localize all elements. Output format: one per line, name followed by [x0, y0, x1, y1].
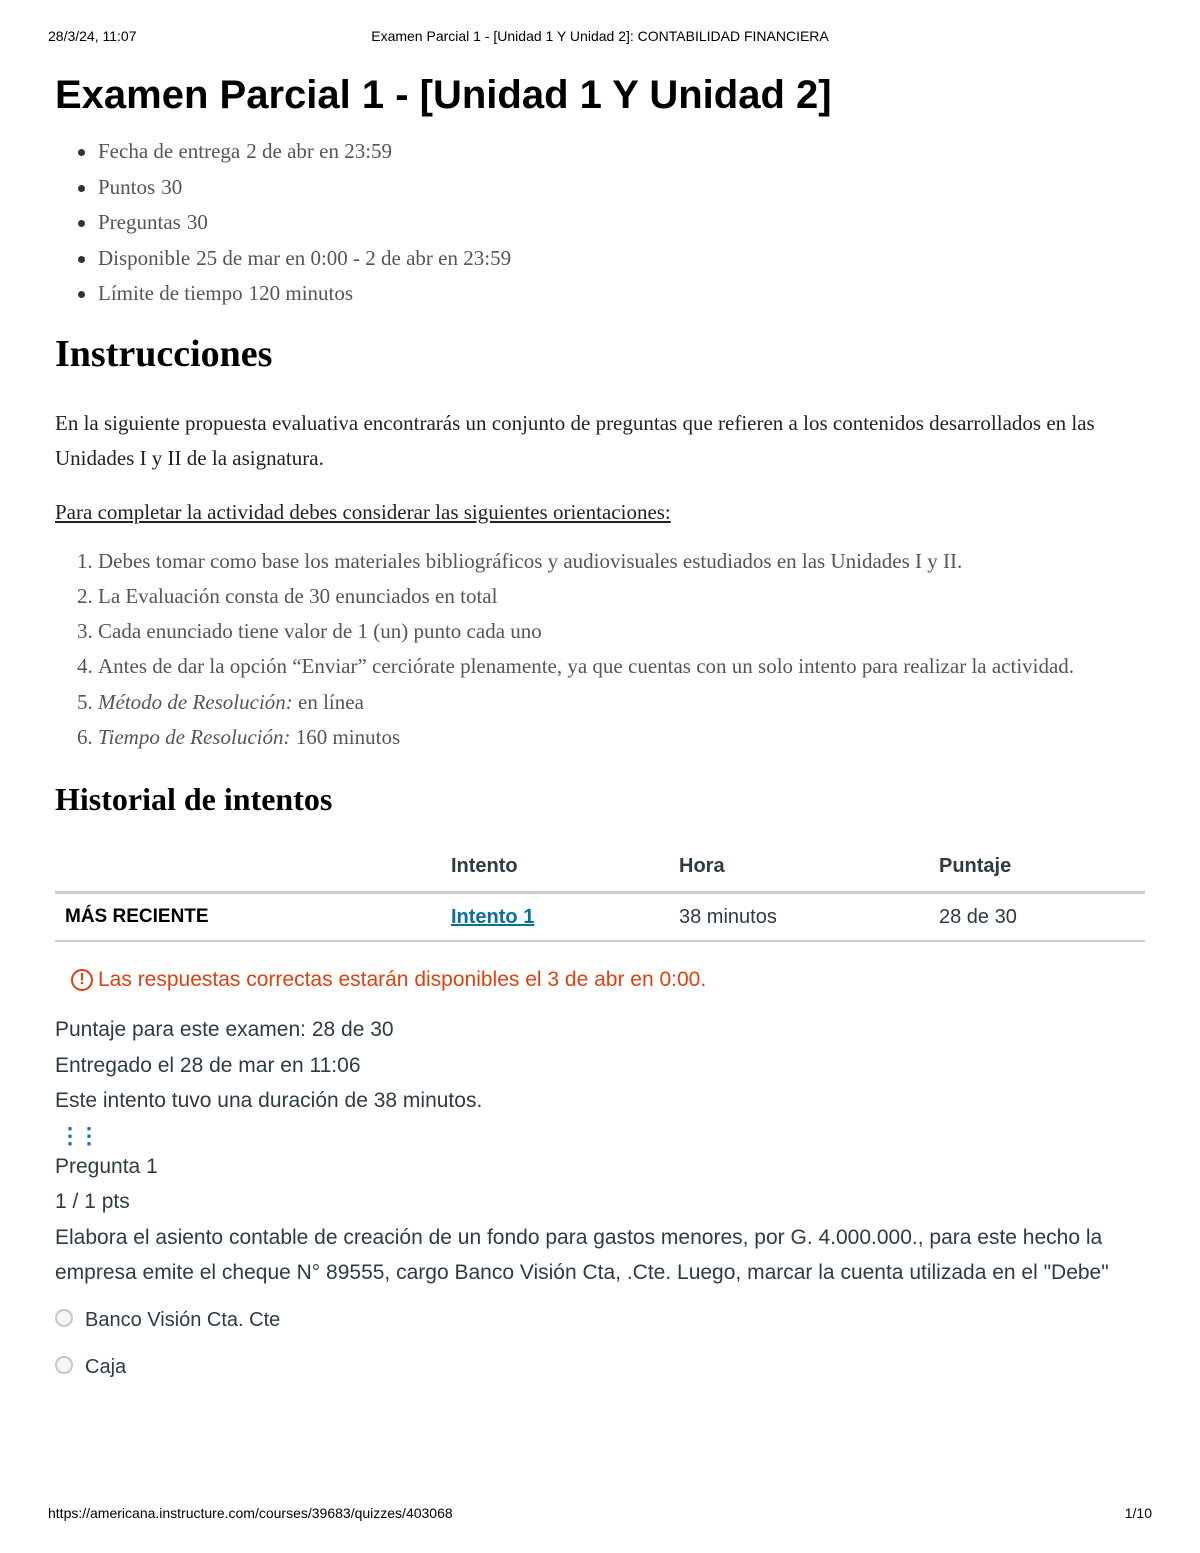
answer-option[interactable]	[55, 1297, 1145, 1344]
quiz-title: Examen Parcial 1 - [Unidad 1 Y Unidad 2]	[55, 73, 832, 117]
radio-button[interactable]	[55, 1356, 73, 1374]
print-doc-title: Examen Parcial 1 - [Unidad 1 Y Unidad 2]: CONTABILIDAD FINANCIERA	[371, 28, 829, 44]
step-item: 2. La Evaluación consta de 30 enunciados en total	[98, 579, 1145, 614]
question-1	[55, 1149, 1145, 1291]
detail-points	[98, 170, 1145, 206]
drag-handle-icon[interactable]: ⋮⋮	[59, 1122, 97, 1148]
instructions-paragraph: En la siguiente propuesta evaluativa encontrarás un conjunto de preguntas que refieren a los contenidos desarrollados en las Unidades I y II de la asignatura.	[55, 410, 1095, 470]
quiz-details	[55, 134, 1145, 312]
step-item: 3. Cada enunciado tiene valor de 1 (un) punto cada uno	[98, 614, 1145, 649]
orientations-title: Para completar la actividad debes considerar las siguientes orientaciones:	[55, 499, 671, 524]
score-cell: 28 de 30	[929, 893, 1145, 942]
step-item	[98, 685, 1145, 720]
table-row	[55, 893, 1145, 942]
column-header-attempt: Intento	[441, 841, 669, 893]
notice-text: Las respuestas correctas estarán disponibles el 3 de abr en 0:00.	[98, 968, 707, 992]
page-number: 1/10	[1124, 1505, 1152, 1521]
question-points: 1 / 1 pts	[55, 1190, 130, 1214]
instruction-steps	[55, 544, 1145, 756]
detail-label: Preguntas	[98, 210, 181, 234]
column-header-time: Hora	[669, 841, 929, 893]
step-item: 4. Antes de dar la opción “Enviar” cerciórate plenamente, ya que cuentas con un solo intento para realizar la actividad.	[98, 649, 1145, 684]
answer-label: Caja	[85, 1355, 127, 1378]
detail-value: 30	[186, 210, 208, 234]
warning-circle-icon: !	[71, 969, 93, 991]
detail-label: Límite de tiempo	[98, 281, 243, 305]
main-content	[55, 72, 1145, 1391]
step-emphasis: Tiempo de Resolución:	[98, 724, 291, 749]
instructions-heading: Instrucciones	[55, 332, 273, 375]
detail-value: 120 minutos	[248, 281, 354, 305]
answer-label: Banco Visión Cta. Cte	[85, 1308, 281, 1331]
step-emphasis: Método de Resolución:	[98, 689, 293, 714]
step-item: 1. Debes tomar como base los materiales bibliográficos y audiovisuales estudiados en las Unidades I y II.	[98, 544, 1145, 579]
step-text: en línea	[292, 689, 364, 714]
question-title: Pregunta 1	[55, 1154, 158, 1178]
detail-value: 2 de abr en 23:59	[246, 139, 393, 163]
print-datetime: 28/3/24, 11:07	[48, 28, 137, 44]
detail-due-date	[98, 134, 1145, 170]
detail-available	[98, 241, 1145, 277]
duration-line: Este intento tuvo una duración de 38 minutos.	[55, 1089, 483, 1113]
radio-button[interactable]	[55, 1309, 73, 1327]
answer-option[interactable]	[55, 1344, 1145, 1391]
column-header-score: Puntaje	[929, 841, 1145, 893]
detail-label: Disponible	[98, 245, 191, 270]
print-footer	[48, 1505, 1152, 1525]
detail-questions	[98, 205, 1145, 241]
detail-time-limit	[98, 276, 1145, 312]
score-line: Puntaje para este examen: 28 de 30	[55, 1018, 394, 1042]
detail-value: 25 de mar en 0:00 - 2 de abr en 23:59	[196, 245, 512, 270]
question-text: Elabora el asiento contable de creación de un fondo para gastos menores, por G. 4.000.000., para este hecho la empresa emite el cheque N° 89555, cargo Banco Visión Cta, .Cte. Luego, marcar la cuenta utilizada en el "Debe"	[55, 1225, 1109, 1285]
answer-list	[55, 1297, 1145, 1391]
submitted-line: Entregado el 28 de mar en 11:06	[55, 1053, 361, 1077]
time-cell: 38 minutos	[669, 893, 929, 942]
history-heading: Historial de intentos	[55, 781, 333, 818]
step-text: 160 minutos	[290, 724, 401, 749]
answers-notice	[71, 966, 1145, 994]
table-header-row	[55, 841, 1145, 893]
column-header	[55, 841, 441, 893]
detail-value: 30	[161, 174, 183, 199]
print-url: https://americana.instructure.com/courses/39683/quizzes/403068	[48, 1505, 453, 1521]
step-item	[98, 720, 1145, 755]
submission-summary	[55, 1012, 1145, 1119]
detail-label: Fecha de entrega	[98, 139, 241, 163]
attempts-table	[55, 841, 1145, 942]
attempt-cell	[441, 893, 669, 942]
attempt-link[interactable]: Intento 1	[451, 905, 535, 928]
print-header	[48, 28, 1152, 48]
detail-label: Puntos	[98, 174, 156, 199]
latest-label: MÁS RECIENTE	[55, 893, 441, 942]
